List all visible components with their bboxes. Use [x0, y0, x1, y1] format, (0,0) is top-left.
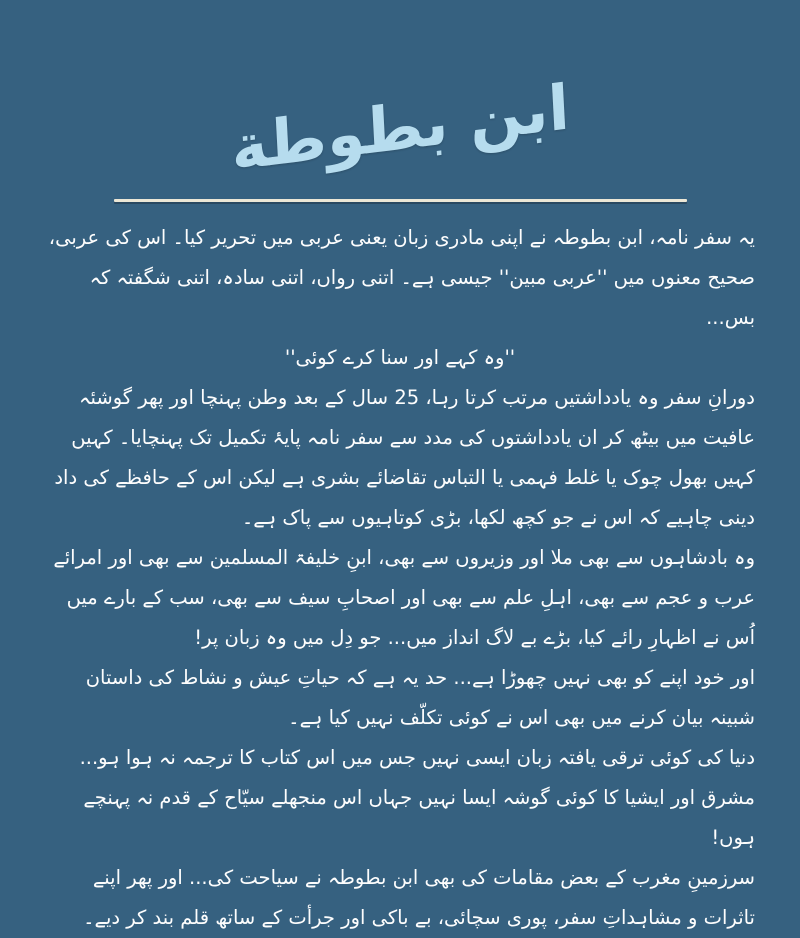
title-calligraphy: ابن بطوطة — [229, 70, 571, 186]
paragraph-kings: وہ بادشاہوں سے بھی ملا اور وزیروں سے بھی، ابنِ خلیفۃ المسلمین سے بھی اور امرائے عرب و عجم سے بھی، اہلِ علم سے بھی اور اصحابِ سیف سے بھی، سب کے بارے میں اُس نے اظہارِ رائے کیا، بڑے بے لاگ انداز میں... جو دِل میں وہ زبان پر! — [53, 546, 755, 649]
paragraph-west: سرزمینِ مغرب کے بعض مقامات کی بھی ابن بطوطہ نے سیاحت کی... اور پھر اپنے تاثرات و مشاہداتِ سفر، پوری سچائی، بے باکی اور جرأت کے ساتھ قلم بند کر دیے۔ — [83, 866, 755, 929]
paragraph-intro: یہ سفر نامہ، ابن بطوطہ نے اپنی مادری زبان یعنی عربی میں تحریر کیا۔ اس کی عربی، صحیح معنوں میں ''عربی مبین'' جیسی ہے۔ اتنی رواں، اتنی سادہ، اتنی شگفتہ کہ بس... — [48, 226, 755, 329]
body-text — [0, 218, 800, 938]
paragraph-self: اور خود اپنے کو بھی نہیں چھوڑا ہے... حد یہ ہے کہ حیاتِ عیش و نشاط کی داستان شبینہ بیان کرنے میں بھی اس نے کوئی تکلّف نہیں کیا ہے۔ — [85, 666, 755, 729]
divider-rule — [114, 199, 687, 202]
title-block — [229, 70, 571, 186]
paragraph-memoirs: دورانِ سفر وہ یادداشتیں مرتب کرتا رہا، 25 سال کے بعد وطن پہنچا اور پھر گوشئہ عافیت میں بیٹھ کر ان یادداشتوں کی مدد سے سفر نامہ پایۂ تکمیل تک پہنچایا۔ کہیں کہیں بھول چوک یا غلط فہمی یا التباس تقاضائے بشری ہے لیکن اس کے حافظے کی داد دینی چاہیے کہ اس نے جو کچھ لکھا، بڑی کوتاہیوں سے پاک ہے۔ — [54, 386, 755, 529]
quote-line: ''وہ کہے اور سنا کرے کوئی'' — [284, 346, 516, 369]
paragraph-translation: دنیا کی کوئی ترقی یافتہ زبان ایسی نہیں جس میں اس کتاب کا ترجمہ نہ ہوا ہو... مشرق اور ایشیا کا کوئی گوشہ ایسا نہیں جہاں اس منجھلے سیّاح کے قدم نہ پہنچے ہوں! — [79, 746, 755, 849]
